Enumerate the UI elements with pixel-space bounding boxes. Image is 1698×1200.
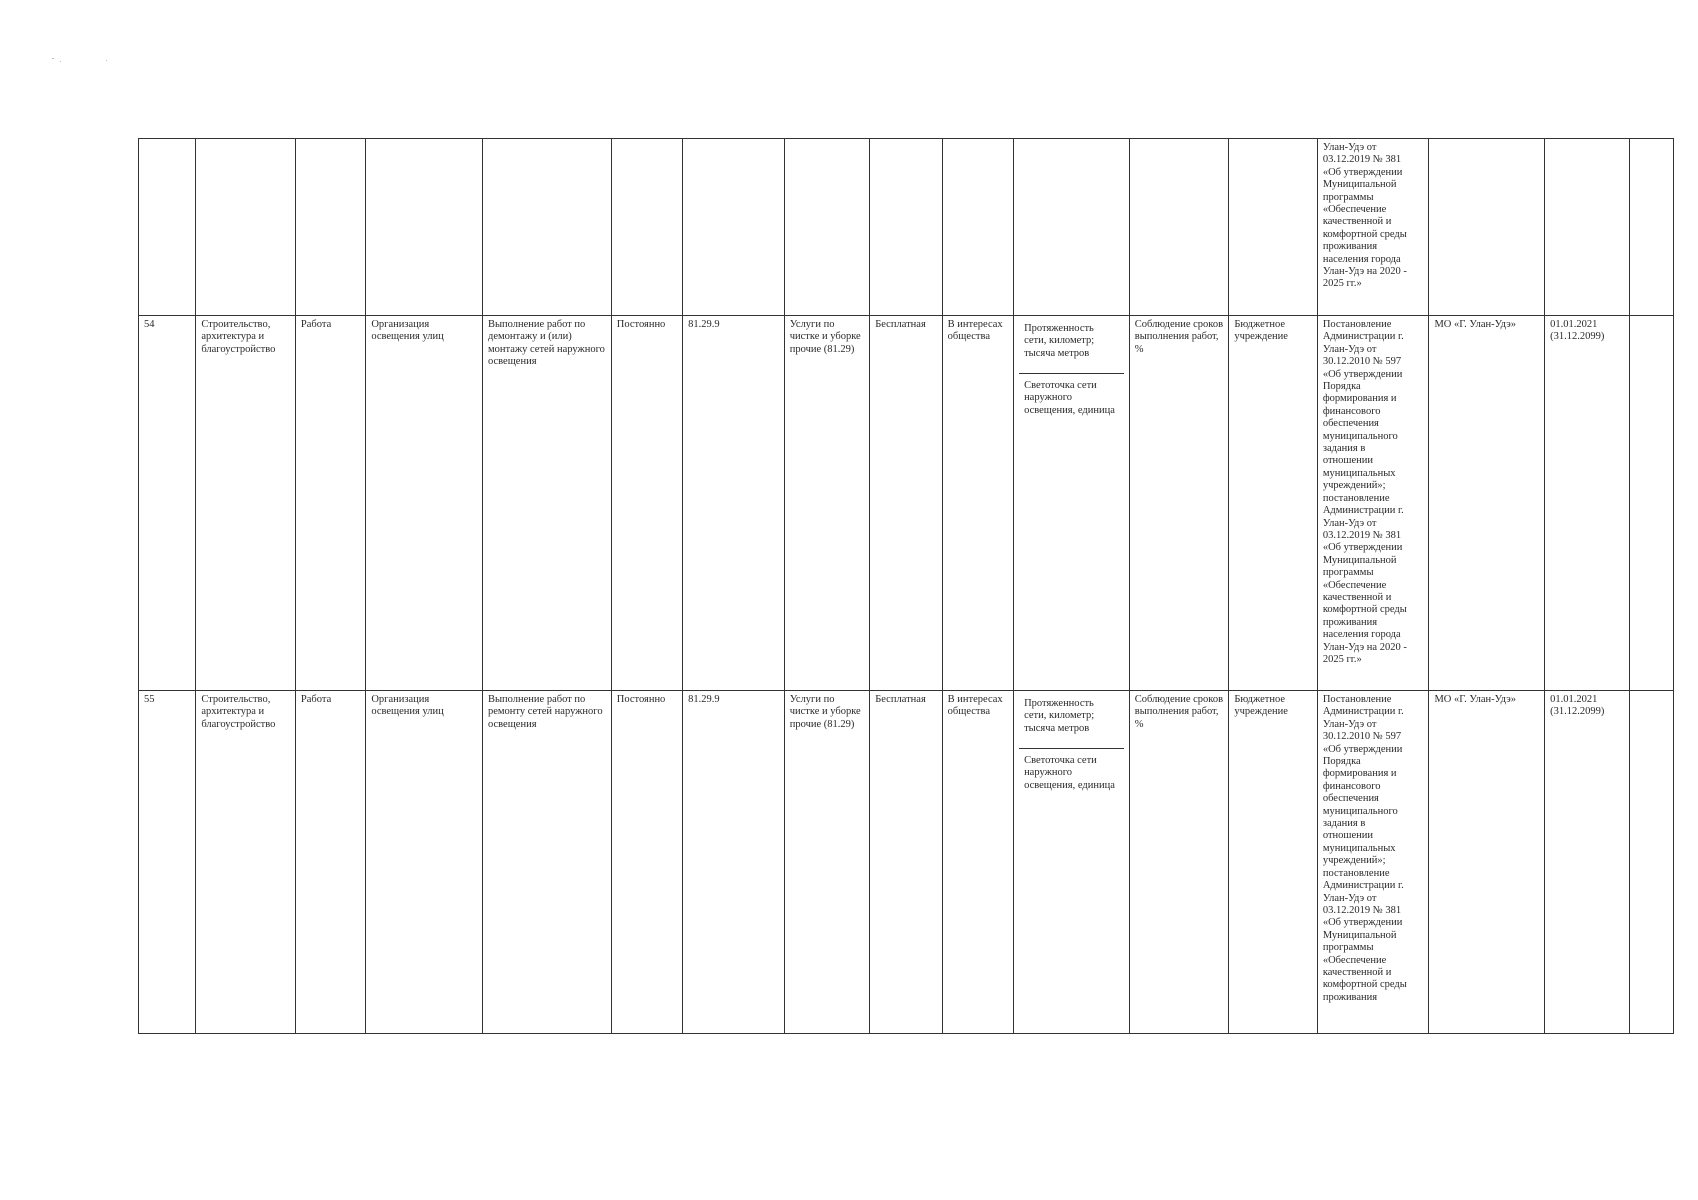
cell-payment: Бесплатная	[870, 316, 942, 691]
cell-sphere: Строительство, архитектура и благоустройство	[196, 691, 296, 1034]
cell-name: Организация освещения улиц	[366, 316, 483, 691]
cell-basis: Улан-Удэ от 03.12.2019 № 381 «Об утверждении Муниципальной программы «Обеспечение качественной и комфортной среды проживания населения города Улан-Удэ на 2020 - 2025 гг.»	[1317, 139, 1429, 316]
cell-okved: 81.29.9	[683, 316, 785, 691]
cell-volume-indicators	[1014, 316, 1130, 691]
cell-okved	[683, 139, 785, 316]
cell-quality-indicator: Соблюдение сроков выполнения работ, %	[1129, 691, 1229, 1034]
cell-quality-indicator: Соблюдение сроков выполнения работ, %	[1129, 316, 1229, 691]
scan-speck	[106, 60, 107, 61]
cell-volume-indicators	[1014, 691, 1130, 1034]
cell-institution-type: Бюджетное учреждение	[1229, 691, 1318, 1034]
cell-periodicity: Постоянно	[611, 316, 682, 691]
table-row	[139, 691, 1674, 1034]
cell-consumers	[942, 139, 1013, 316]
cell-basis: Постановление Администрации г. Улан-Удэ от 30.12.2010 № 597 «Об утверждении Порядка формирования и финансового обеспечения муниципального задания в отношении муниципальных учреждений»; постановление Администрации г. Улан-Удэ от 03.12.2019 № 381 «Об утверждении Муниципальной программы «Обеспечение качественной и комфортной среды проживания населения города Улан-Удэ на 2020 - 2025 гг.»	[1317, 316, 1429, 691]
cell-kind	[295, 139, 365, 316]
scan-speck	[60, 61, 61, 62]
cell-authority: МО «Г. Улан-Удэ»	[1429, 691, 1545, 1034]
cell-institution-type	[1229, 139, 1318, 316]
cell-name	[366, 139, 483, 316]
cell-number: 55	[139, 691, 196, 1034]
volume-indicator-length: Протяженность сети, километр; тысяча метров	[1019, 319, 1124, 374]
cell-extra	[1629, 139, 1673, 316]
cell-consumers: В интересах общества	[942, 316, 1013, 691]
cell-okved-name: Услуги по чистке и уборке прочие (81.29)	[784, 691, 870, 1034]
cell-kind: Работа	[295, 316, 365, 691]
table-row	[139, 316, 1674, 691]
registry-table	[138, 138, 1674, 1034]
scan-speck	[52, 58, 54, 59]
cell-quality-indicator	[1129, 139, 1229, 316]
cell-periodicity	[611, 139, 682, 316]
cell-extra	[1629, 691, 1673, 1034]
volume-indicator-lightpoints: Светоточка сети наружного освещения, единица	[1024, 380, 1115, 416]
cell-periodicity: Постоянно	[611, 691, 682, 1034]
cell-payment: Бесплатная	[870, 691, 942, 1034]
cell-name: Организация освещения улиц	[366, 691, 483, 1034]
cell-payment	[870, 139, 942, 316]
cell-number: 54	[139, 316, 196, 691]
cell-okved-name: Услуги по чистке и уборке прочие (81.29)	[784, 316, 870, 691]
cell-number	[139, 139, 196, 316]
volume-indicator-length: Протяженность сети, километр; тысяча метров	[1019, 694, 1124, 749]
cell-content: Выполнение работ по ремонту сетей наружного освещения	[482, 691, 611, 1034]
table-row-continuation	[139, 139, 1674, 316]
cell-authority: МО «Г. Улан-Удэ»	[1429, 316, 1545, 691]
cell-okved: 81.29.9	[683, 691, 785, 1034]
cell-dates	[1545, 139, 1629, 316]
cell-extra	[1629, 316, 1673, 691]
cell-dates: 01.01.2021 (31.12.2099)	[1545, 316, 1629, 691]
cell-okved-name	[784, 139, 870, 316]
cell-dates: 01.01.2021 (31.12.2099)	[1545, 691, 1629, 1034]
cell-sphere	[196, 139, 296, 316]
cell-consumers: В интересах общества	[942, 691, 1013, 1034]
cell-volume-indicators	[1014, 139, 1130, 316]
cell-sphere: Строительство, архитектура и благоустройство	[196, 316, 296, 691]
cell-institution-type: Бюджетное учреждение	[1229, 316, 1318, 691]
volume-indicator-lightpoints: Светоточка сети наружного освещения, единица	[1024, 755, 1115, 791]
cell-content	[482, 139, 611, 316]
cell-authority	[1429, 139, 1545, 316]
cell-content: Выполнение работ по демонтажу и (или) монтажу сетей наружного освещения	[482, 316, 611, 691]
cell-kind: Работа	[295, 691, 365, 1034]
cell-basis: Постановление Администрации г. Улан-Удэ от 30.12.2010 № 597 «Об утверждении Порядка формирования и финансового обеспечения муниципального задания в отношении муниципальных учреждений»; постановление Администрации г. Улан-Удэ от 03.12.2019 № 381 «Об утверждении Муниципальной программы «Обеспечение качественной и комфортной среды проживания	[1317, 691, 1429, 1034]
